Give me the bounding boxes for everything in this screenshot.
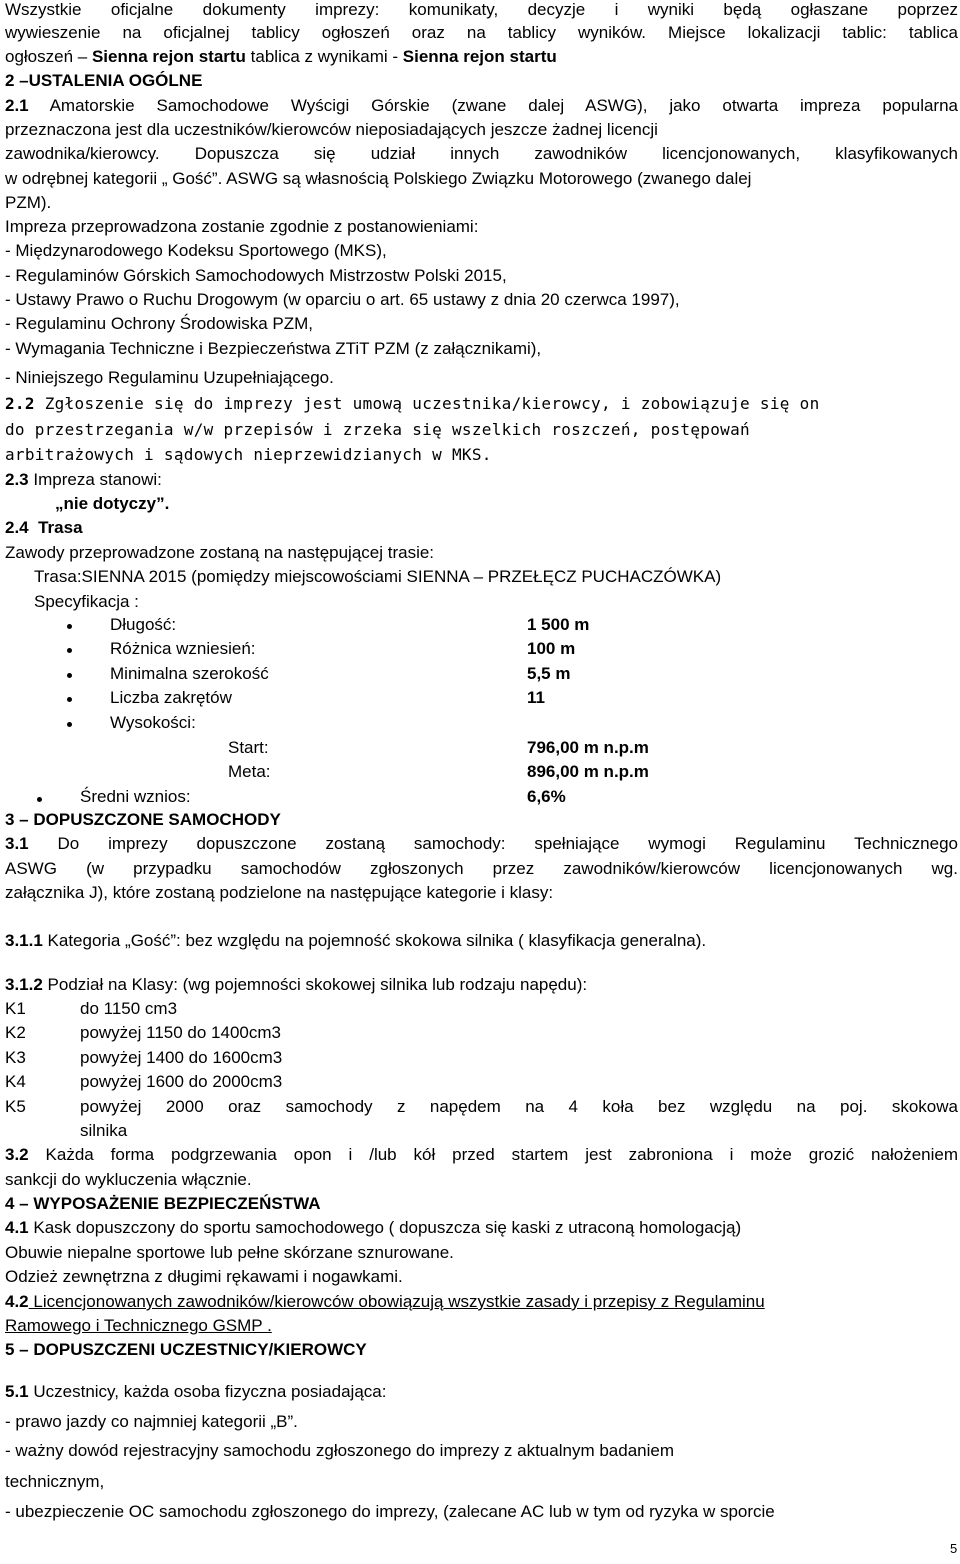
paragraph-line: Obuwie niepalne sportowe lub pełne skórzane sznurowane. — [5, 1243, 454, 1262]
paragraph-2-4: 2.4 Trasa — [5, 518, 83, 537]
bullet-icon — [67, 697, 72, 702]
intro-line: wywieszenie na oficjalnej tablicy ogłoszeń oraz na tablicy wyników. Miejsce lokalizacji tablic: tablica — [5, 23, 958, 42]
class-desc: do 1150 cm3 — [80, 999, 178, 1018]
paragraph-line: Impreza przeprowadzona zostanie zgodnie z postanowieniami: — [5, 217, 479, 236]
paragraph-line: przeznaczona jest dla uczestników/kierowców nieposiadających jeszcze żadnej licencji — [5, 120, 658, 139]
list-item: - Wymagania Techniczne i Bezpieczeństwa ZTiT PZM (z załącznikami), — [5, 339, 542, 358]
paragraph-line: PZM). — [5, 193, 52, 212]
paragraph-line: zawodnika/kierowcy. Dopuszcza się udział innych zawodników licencjonowanych, klasyfikowanych — [5, 144, 958, 163]
class-code: K1 — [5, 999, 26, 1018]
class-code: K4 — [5, 1072, 26, 1091]
spec-label: Start: — [228, 738, 269, 757]
paragraph-line: arbitrażowych i sądowych nieprzewidzianych w MKS. — [5, 445, 492, 464]
paragraph-5-1: 5.1 Uczestnicy, każda osoba fizyczna posiadająca: — [5, 1382, 387, 1401]
class-desc: powyżej 1400 do 1600cm3 — [80, 1048, 283, 1067]
spec-label: Specyfikacja : — [34, 592, 139, 611]
list-item: technicznym, — [5, 1472, 105, 1491]
bullet-icon — [37, 797, 42, 802]
class-desc: silnika — [80, 1121, 128, 1140]
list-item: - prawo jazdy co najmniej kategorii „B”. — [5, 1412, 298, 1431]
spec-value: 796,00 m n.p.m — [527, 738, 649, 757]
intro-line: Wszystkie oficjalne dokumenty imprezy: komunikaty, decyzje i wyniki będą ogłaszane poprzez — [5, 0, 958, 19]
spec-value: 1 500 m — [527, 615, 590, 634]
paragraph-2-1: 2.1 Amatorskie Samochodowe Wyścigi Górskie (zwane dalej ASWG), jako otwarta impreza popularna — [5, 96, 958, 115]
status-value: „nie dotyczy”. — [55, 494, 170, 513]
class-code: K5 — [5, 1097, 26, 1116]
spec-label: Wysokości: — [110, 713, 196, 732]
spec-label: Minimalna szerokość — [110, 664, 269, 683]
paragraph-3-1: 3.1 Do imprezy dopuszczone zostaną samochody: spełniające wymogi Regulaminu Technicznego — [5, 834, 958, 853]
paragraph-2-3: 2.3 Impreza stanowi: — [5, 470, 162, 489]
section-heading: 4 – WYPOSAŻENIE BEZPIECZEŃSTWA — [5, 1194, 321, 1213]
spec-label: Długość: — [110, 615, 177, 634]
list-item: - Regulaminu Ochrony Środowiska PZM, — [5, 314, 314, 333]
section-heading: 5 – DOPUSZCZENI UCZESTNICY/KIEROWCY — [5, 1340, 367, 1359]
paragraph-line: załącznika J), które zostaną podzielone na następujące kategorie i klasy: — [5, 883, 554, 902]
spec-value: 100 m — [527, 639, 576, 658]
spec-label: Liczba zakrętów — [110, 688, 232, 707]
list-item: - Regulaminów Górskich Samochodowych Mistrzostw Polski 2015, — [5, 266, 507, 285]
route-line: Trasa:SIENNA 2015 (pomiędzy miejscowościami SIENNA – PRZEŁĘCZ PUCHACZÓWKA) — [34, 567, 722, 586]
section-heading: 3 – DOPUSZCZONE SAMOCHODY — [5, 810, 281, 829]
bullet-icon — [67, 648, 72, 653]
spec-value: 5,5 m — [527, 664, 571, 683]
paragraph-line: ASWG (w przypadku samochodów zgłoszonych przez zawodników/kierowców licencjonowanych wg. — [5, 859, 958, 878]
class-code: K2 — [5, 1023, 26, 1042]
list-item: - Niniejszego Regulaminu Uzupełniającego. — [5, 368, 334, 387]
paragraph-line: Zawody przeprowadzone zostaną na następującej trasie: — [5, 543, 435, 562]
bullet-icon — [67, 722, 72, 727]
spec-label: Różnica wzniesień: — [110, 639, 256, 658]
list-item: - ważny dowód rejestracyjny samochodu zgłoszonego do imprezy z aktualnym badaniem — [5, 1441, 675, 1460]
class-desc: powyżej 2000 oraz samochody z napędem na 4 koła bez względu na poj. skokowa — [80, 1097, 958, 1116]
paragraph-3-1-1: 3.1.1 Kategoria „Gość”: bez względu na pojemność skokowa silnika ( klasyfikacja generalna). — [5, 931, 707, 950]
spec-value: 11 — [527, 688, 545, 707]
paragraph-2-2: 2.2 Zgłoszenie się do imprezy jest umową uczestnika/kierowcy, i zobowiązuje się on — [5, 394, 820, 413]
paragraph-line: w odrębnej kategorii „ Gość”. ASWG są własnością Polskiego Związku Motorowego (zwanego dalej — [5, 169, 752, 188]
paragraph-3-2: 3.2 Każda forma podgrzewania opon i /lub kół przed startem jest zabroniona i może grozić nałożeniem — [5, 1145, 958, 1164]
intro-text: ogłoszeń – — [5, 47, 92, 66]
class-desc: powyżej 1150 do 1400cm3 — [80, 1023, 281, 1042]
paragraph-line: Ramowego i Technicznego GSMP . — [5, 1316, 272, 1335]
spec-label: Średni wznios: — [80, 787, 191, 806]
list-item: - Międzynarodowego Kodeksu Sportowego (MKS), — [5, 241, 387, 260]
intro-text: tablica z wynikami - — [245, 47, 403, 66]
location-label: Sienna rejon startu — [91, 47, 246, 66]
list-item: - Ustawy Prawo o Ruchu Drogowym (w oparciu o art. 65 ustawy z dnia 20 czerwca 1997), — [5, 290, 680, 309]
spec-label: Meta: — [228, 762, 271, 781]
intro-line — [5, 47, 557, 67]
bullet-icon — [67, 624, 72, 629]
class-code: K3 — [5, 1048, 26, 1067]
paragraph-4-2: 4.2 Licencjonowanych zawodników/kierowców obowiązują wszystkie zasady i przepisy z Regulaminu — [5, 1292, 765, 1311]
paragraph-line: sankcji do wykluczenia włącznie. — [5, 1170, 252, 1189]
list-item: - ubezpieczenie OC samochodu zgłoszonego do imprezy, (zalecane AC lub w tym od ryzyka w sporcie — [5, 1502, 775, 1521]
class-desc: powyżej 1600 do 2000cm3 — [80, 1072, 283, 1091]
location-label: Sienna rejon startu — [402, 47, 557, 66]
paragraph-4-1: 4.1 Kask dopuszczony do sportu samochodowego ( dopuszcza się kaski z utraconą homologacją) — [5, 1218, 742, 1237]
spec-value: 896,00 m n.p.m — [527, 762, 649, 781]
paragraph-line: do przestrzegania w/w przepisów i zrzeka się wszelkich roszczeń, postępowań — [5, 420, 750, 439]
paragraph-line: Odzież zewnętrzna z długimi rękawami i nogawkami. — [5, 1267, 403, 1286]
spec-value: 6,6% — [527, 787, 566, 806]
page-number: 5 — [950, 1541, 958, 1556]
paragraph-3-1-2: 3.1.2 Podział na Klasy: (wg pojemności skokowej silnika lub rodzaju napędu): — [5, 975, 588, 994]
section-heading: 2 –USTALENIA OGÓLNE — [5, 71, 203, 90]
bullet-icon — [67, 673, 72, 678]
